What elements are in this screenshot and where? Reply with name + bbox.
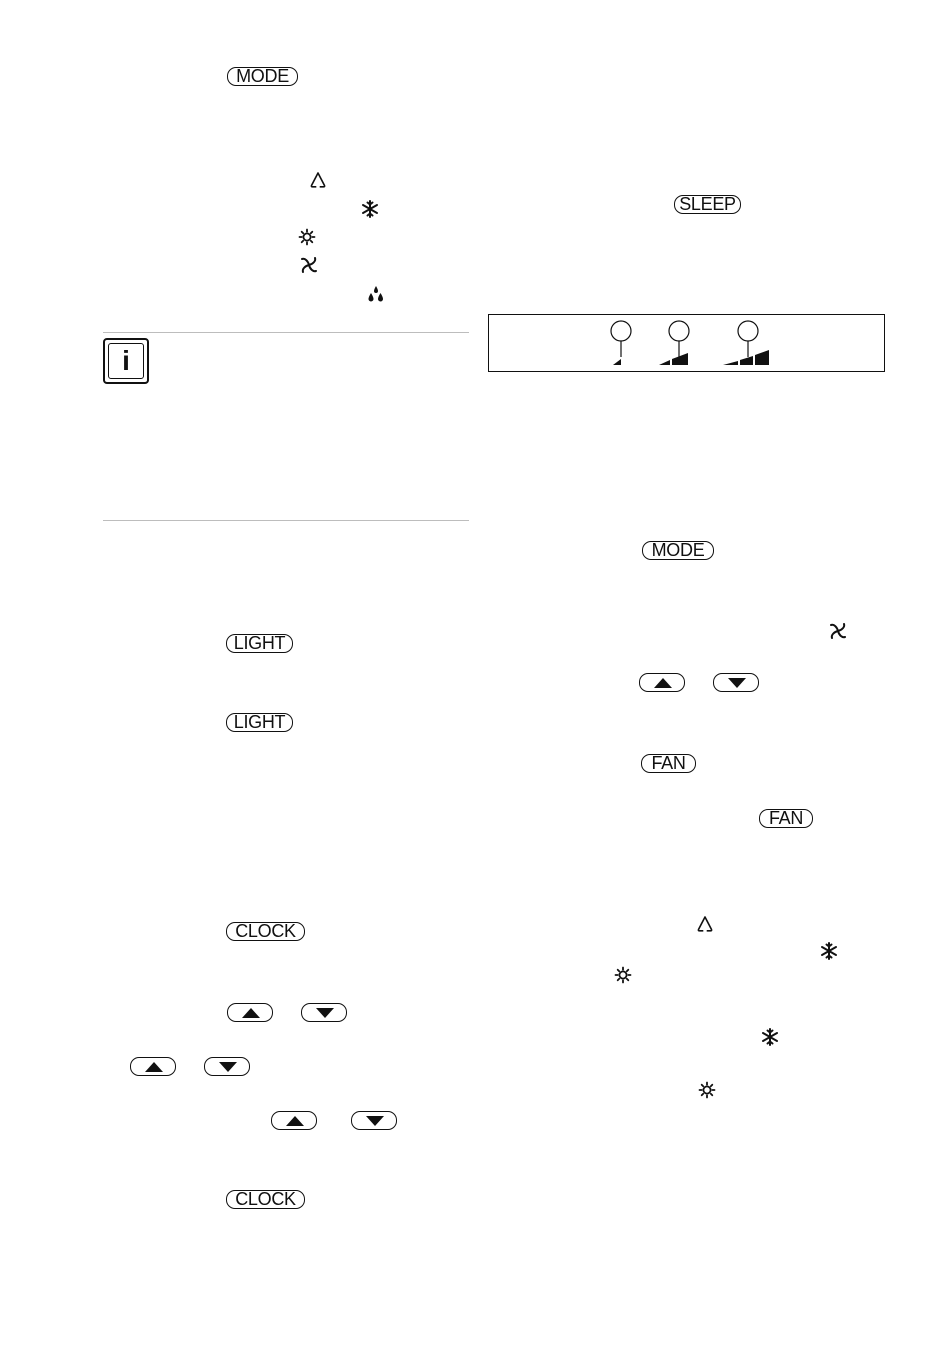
heat-icon <box>614 966 632 984</box>
heat-icon <box>298 228 316 246</box>
sleep-level-display <box>488 314 885 372</box>
note-bottom-rule <box>103 520 469 521</box>
sleep-level-2 <box>657 319 697 369</box>
up-arrow-icon <box>241 1007 261 1019</box>
fan-icon <box>828 621 848 641</box>
down-arrow-icon <box>315 1007 335 1019</box>
down-arrow-icon <box>365 1115 385 1127</box>
up-arrow-icon <box>144 1061 164 1073</box>
clock-button[interactable]: CLOCK <box>226 922 305 941</box>
info-icon <box>103 338 149 384</box>
clock-button-2[interactable]: CLOCK <box>226 1190 305 1209</box>
mode-button[interactable]: MODE <box>227 67 298 86</box>
down-button[interactable] <box>301 1003 347 1022</box>
fan-button[interactable]: FAN <box>641 754 696 773</box>
fan-icon <box>299 255 319 275</box>
light-button[interactable]: LIGHT <box>226 634 293 653</box>
up-button-4[interactable] <box>639 673 685 692</box>
light-button-2[interactable]: LIGHT <box>226 713 293 732</box>
down-arrow-icon <box>727 677 747 689</box>
down-button-2[interactable] <box>204 1057 250 1076</box>
up-arrow-icon <box>653 677 673 689</box>
down-button-3[interactable] <box>351 1111 397 1130</box>
cool-icon <box>760 1027 780 1047</box>
mode-button-2[interactable]: MODE <box>642 541 714 560</box>
up-arrow-icon <box>285 1115 305 1127</box>
cool-icon <box>360 199 380 219</box>
up-button-2[interactable] <box>130 1057 176 1076</box>
auto-icon <box>309 171 327 189</box>
cool-icon <box>819 941 839 961</box>
note-top-rule <box>103 332 469 333</box>
info-symbol: i <box>108 343 144 379</box>
up-button[interactable] <box>227 1003 273 1022</box>
sleep-level-1 <box>607 319 637 369</box>
heat-icon <box>698 1081 716 1099</box>
sleep-level-3 <box>721 319 773 369</box>
up-button-3[interactable] <box>271 1111 317 1130</box>
auto-icon <box>696 915 714 933</box>
fan-button-2[interactable]: FAN <box>759 809 813 828</box>
dry-icon <box>367 284 385 304</box>
sleep-button[interactable]: SLEEP <box>674 195 741 214</box>
down-button-4[interactable] <box>713 673 759 692</box>
down-arrow-icon <box>218 1061 238 1073</box>
